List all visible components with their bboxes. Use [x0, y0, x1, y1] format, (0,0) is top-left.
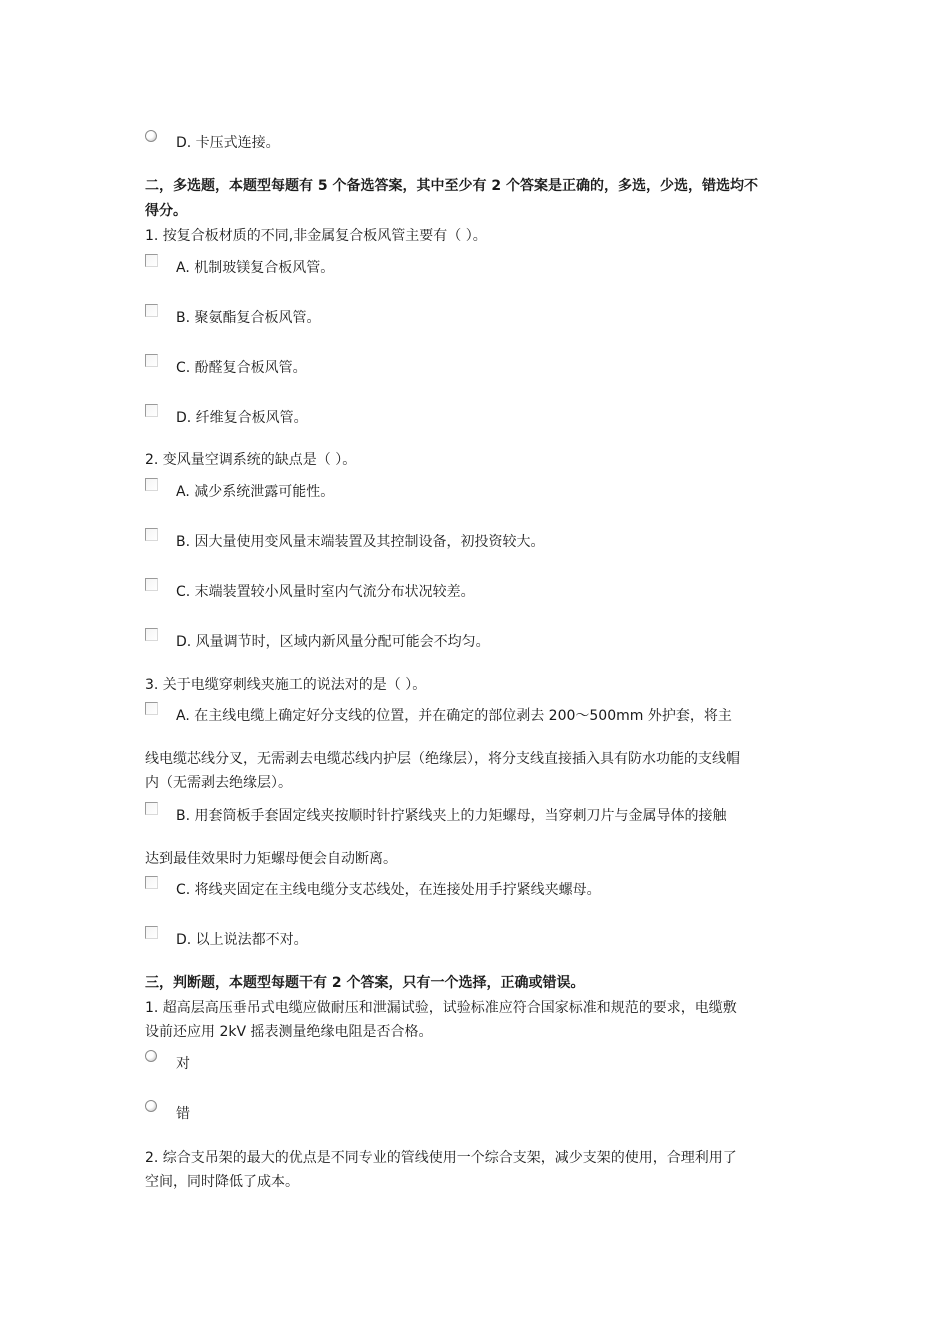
s2-q1-b-checkbox[interactable] [145, 304, 158, 317]
s2-q2-a-label: A. 减少系统泄露可能性。 [176, 484, 335, 500]
s2-q3-a-label-line2: 线电缆芯线分叉，无需剥去电缆芯线内护层（绝缘层），将分支线直接插入具有防水功能的支线帽 [145, 751, 740, 767]
s2-q1-text: 1. 按复合板材质的不同,非金属复合板风管主要有（ ）。 [145, 228, 487, 244]
s3-q1-text-line1: 1. 超高层高压垂吊式电缆应做耐压和泄漏试验，试验标准应符合国家标准和规范的要求，电缆敷 [145, 1000, 737, 1016]
s2-q1-b-label: B. 聚氨酯复合板风管。 [176, 310, 321, 326]
s2-q3-a-label-line1: A. 在主线电缆上确定好分支线的位置，并在确定的部位剥去 200～500mm 外护套，将主 [176, 708, 732, 724]
prev-option-d-label: D. 卡压式连接。 [176, 135, 280, 151]
s3-q2-text-line1: 2. 综合支吊架的最大的优点是不同专业的管线使用一个综合支架，减少支架的使用，合理利用了 [145, 1150, 737, 1166]
s2-q1-a-checkbox[interactable] [145, 254, 158, 267]
s3-q2-text-line2: 空间，同时降低了成本。 [145, 1174, 299, 1190]
s2-q2-c-label: C. 末端装置较小风量时室内气流分布状况较差。 [176, 584, 475, 600]
s2-q3-c-checkbox[interactable] [145, 876, 158, 889]
s3-q1-false-label: 错 [176, 1106, 190, 1122]
s2-q1-c-checkbox[interactable] [145, 354, 158, 367]
s2-q2-d-label: D. 风量调节时，区域内新风量分配可能会不均匀。 [176, 634, 490, 650]
s2-q3-d-label: D. 以上说法都不对。 [176, 932, 308, 948]
s2-q2-text: 2. 变风量空调系统的缺点是（ ）。 [145, 452, 357, 468]
s3-q1-false-radio[interactable] [145, 1100, 157, 1112]
section2-heading-line1: 二，多选题，本题型每题有 5 个备选答案，其中至少有 2 个答案是正确的，多选，少选，错选均不 [145, 178, 758, 194]
s2-q2-b-label: B. 因大量使用变风量末端装置及其控制设备，初投资较大。 [176, 534, 545, 550]
s2-q3-c-label: C. 将线夹固定在主线电缆分支芯线处，在连接处用手拧紧线夹螺母。 [176, 882, 601, 898]
s2-q2-c-checkbox[interactable] [145, 578, 158, 591]
prev-option-d-radio[interactable] [145, 130, 157, 142]
s2-q3-text: 3. 关于电缆穿刺线夹施工的说法对的是（ ）。 [145, 677, 427, 693]
s2-q1-d-label: D. 纤维复合板风管。 [176, 410, 308, 426]
s2-q2-d-checkbox[interactable] [145, 628, 158, 641]
s2-q2-b-checkbox[interactable] [145, 528, 158, 541]
s2-q1-a-label: A. 机制玻镁复合板风管。 [176, 260, 335, 276]
section2-heading-line2: 得分。 [145, 203, 187, 219]
s2-q3-d-checkbox[interactable] [145, 926, 158, 939]
s2-q3-a-label-line3: 内（无需剥去绝缘层）。 [145, 775, 292, 791]
s2-q3-b-checkbox[interactable] [145, 802, 158, 815]
s2-q3-b-label-line1: B. 用套筒板手套固定线夹按顺时针拧紧线夹上的力矩螺母，当穿刺刀片与金属导体的接触 [176, 808, 727, 824]
s2-q3-a-checkbox[interactable] [145, 702, 158, 715]
s2-q1-c-label: C. 酚醛复合板风管。 [176, 360, 307, 376]
s3-q1-true-label: 对 [176, 1056, 190, 1072]
s3-q1-true-radio[interactable] [145, 1050, 157, 1062]
s2-q3-b-label-line2: 达到最佳效果时力矩螺母便会自动断离。 [145, 851, 397, 867]
s2-q1-d-checkbox[interactable] [145, 404, 158, 417]
section3-heading: 三，判断题，本题型每题干有 2 个答案，只有一个选择，正确或错误。 [145, 975, 585, 991]
s2-q2-a-checkbox[interactable] [145, 478, 158, 491]
s3-q1-text-line2: 设前还应用 2kV 摇表测量绝缘电阻是否合格。 [145, 1024, 433, 1040]
